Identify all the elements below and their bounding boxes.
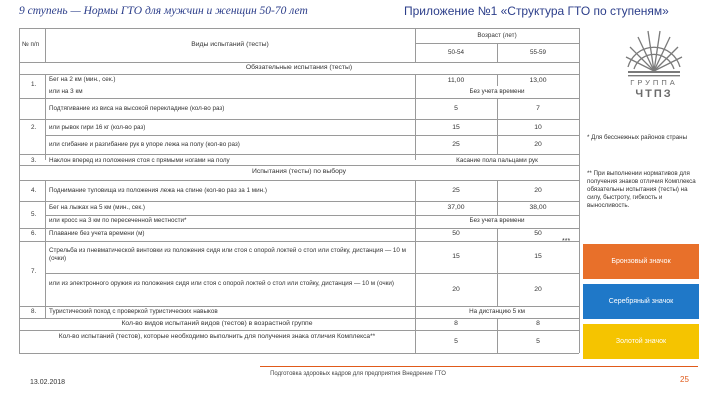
count-badge-label: Кол-во испытаний (тестов), которые необходимо выполнить для получения знака отличия Комплекса** <box>58 333 376 340</box>
test-run-2km: Бег на 2 км (мин., сек.) <box>49 76 116 83</box>
value-cell: 15 <box>534 253 542 260</box>
test-ski-5km: Бег на лыжах на 5 км (мин., сек.) <box>49 204 145 211</box>
logo-company-name: ЧТПЗ <box>635 88 673 100</box>
bronze-badge: Бронзовый значок <box>583 244 699 279</box>
value-cell: 50 <box>452 230 460 237</box>
value-cell: 20 <box>534 286 542 293</box>
column-header-tests: Виды испытаний (тесты) <box>191 41 269 48</box>
value-cell: 8 <box>454 320 458 327</box>
age-group-50-54: 50-54 <box>447 49 465 56</box>
value-cell: 5 <box>454 338 458 345</box>
test-air-rifle: Стрельба из пневматической винтовки из положения сидя или стоя с опорой локтей о стол или стойку, дистанция — 10 м (очки) <box>49 247 406 263</box>
count-types-label: Кол-во видов испытаний видов (тестов) в возрастной группе <box>121 320 313 327</box>
row-number: 5. <box>31 211 37 218</box>
value-cell: 38,00 <box>529 204 547 211</box>
test-cross-3km: или кросс на 3 км по пересеченной местности* <box>49 217 187 224</box>
test-swimming: Плавание без учета времени (м) <box>49 230 145 237</box>
value-cell: 13,00 <box>529 77 547 84</box>
silver-badge: Серебряный значок <box>583 284 699 319</box>
row-number: 1. <box>31 81 37 88</box>
footnote-marker: *** <box>562 238 571 245</box>
value-cell: 50 <box>534 230 542 237</box>
row-number: 8. <box>31 308 37 315</box>
value-cell: 15 <box>452 253 460 260</box>
value-cell: 15 <box>452 124 460 131</box>
row-number: 4. <box>31 187 37 194</box>
value-cell: 20 <box>452 286 460 293</box>
slide-title: 9 ступень — Нормы ГТО для мужчин и женщин 50-70 лет <box>19 5 308 17</box>
value-cell: Касание пола пальцами рук <box>456 157 538 164</box>
value-cell: 20 <box>534 141 542 148</box>
row-number: 3. <box>31 157 37 164</box>
footnote-snowless: * Для бесснежных районов страны <box>587 134 688 141</box>
test-hiking: Туристический поход с проверкой туристических навыков <box>49 308 218 315</box>
test-push-ups: или сгибание и разгибание рук в упоре лежа на полу (кол-во раз) <box>49 141 240 148</box>
value-cell: Без учета времени <box>469 88 525 95</box>
page-number: 25 <box>680 375 689 384</box>
value-cell: 20 <box>534 187 542 194</box>
test-electronic-weapon: или из электронного оружия из положения сидя или стоя с опорой локтей о стол или стойку, дистанция — 10 м (очки) <box>49 280 394 287</box>
test-kettlebell: или рывок гири 16 кг (кол-во раз) <box>49 124 146 131</box>
value-cell: 11,00 <box>447 77 465 84</box>
row-number: 7. <box>31 268 37 275</box>
test-pull-ups: Подтягивание из виса на высокой перекладине (кол-во раз) <box>49 105 225 112</box>
value-cell: 8 <box>536 320 540 327</box>
test-run-3km: или на 3 км <box>49 88 83 95</box>
logo-group-label: ГРУППА <box>630 78 678 87</box>
column-header-age: Возраст (лет) <box>477 32 517 39</box>
age-group-55-59: 55-59 <box>529 49 547 56</box>
test-forward-bend: Наклон вперед из положения стоя с прямыми ногами на полу <box>49 157 230 164</box>
test-sit-ups: Поднимание туловища из положения лежа на спине (кол-во раз за 1 мин.) <box>49 187 267 194</box>
footnote-required-tests: ** При выполнении нормативов для получения знаков отличия Комплекса обязательны испытания (тесты) на силу, быстроту, гибкость и выносливость. <box>587 170 696 210</box>
row-number: 6. <box>31 230 37 237</box>
footer-date: 13.02.2018 <box>30 379 66 386</box>
appendix-title: Приложение №1 «Структура ГТО по ступеням» <box>404 4 669 18</box>
row-number: 2. <box>31 124 37 131</box>
value-cell: На дистанцию 5 км <box>469 308 525 315</box>
value-cell: 25 <box>452 141 460 148</box>
footer-divider <box>260 366 698 367</box>
value-cell: 25 <box>452 187 460 194</box>
section-mandatory: Обязательные испытания (тесты) <box>245 64 353 71</box>
value-cell: 7 <box>536 105 540 112</box>
value-cell: Без учета времени <box>469 217 525 224</box>
value-cell: 37,00 <box>447 204 465 211</box>
value-cell: 5 <box>454 105 458 112</box>
column-header-number: № п/п <box>22 41 40 48</box>
section-optional: Испытания (тесты) по выбору <box>251 168 347 175</box>
value-cell: 10 <box>534 124 542 131</box>
footer-caption: Подготовка здоровых кадров для предприятия Внедрение ГТО <box>270 371 446 377</box>
value-cell: 5 <box>536 338 540 345</box>
gold-badge: Золотой значок <box>583 324 699 359</box>
